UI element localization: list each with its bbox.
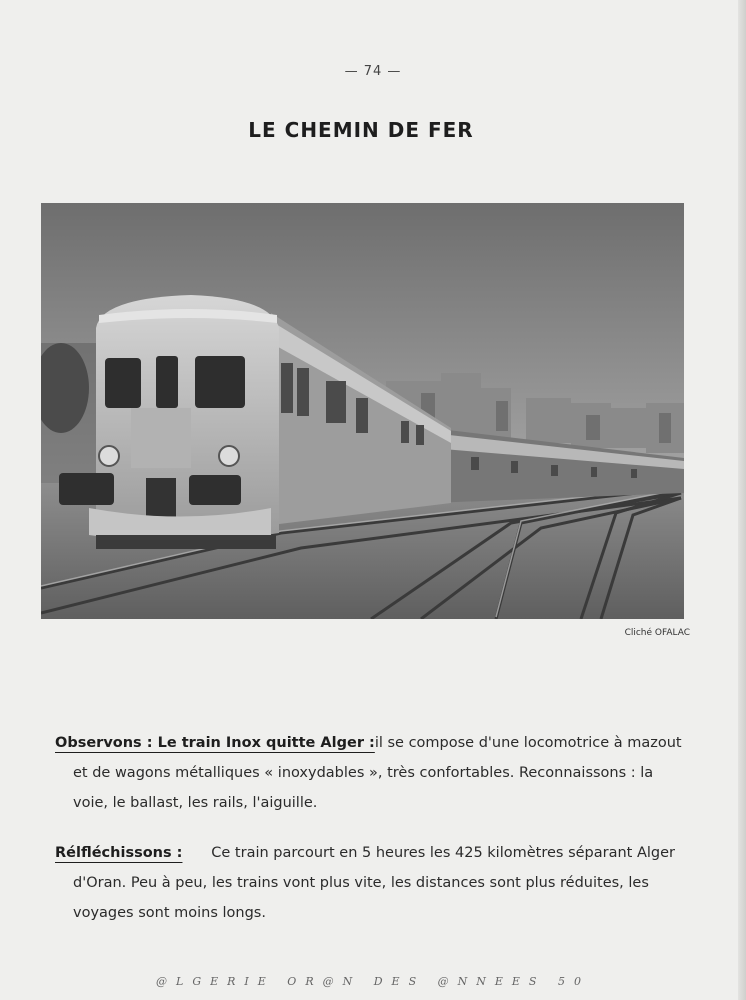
photo-credit: Cliché OFALAC [624,628,690,638]
reflect-line-3: voyages sont moins longs. [73,905,266,921]
page-title: LE CHEMIN DE FER [248,118,474,142]
page-number: — 74 — [344,64,402,79]
observe-paragraph [55,728,682,818]
reflect-line-2: d'Oran. Peu à peu, les trains vont plus vite, les distances sont plus réduites, les [73,875,649,891]
observe-line-3: voie, le ballast, les rails, l'aiguille. [73,795,318,811]
observe-line-2: et de wagons métalliques « inoxydables », très confortables. Reconnaissons : la [73,765,654,781]
train-photo [41,203,684,619]
watermark: @LGERIE OR@N DES @NNEES 50 [156,975,590,988]
reflect-lead: Rélfléchissons : [55,845,183,861]
reflect-paragraph [55,838,675,928]
page-edge [738,0,746,1000]
reflect-line-1: Ce train parcourt en 5 heures les 425 kilomètres séparant Alger [211,845,675,861]
observe-line-1: il se compose d'une locomotrice à mazout [374,735,682,751]
observe-lead: Observons : Le train Inox quitte Alger : [55,735,375,751]
